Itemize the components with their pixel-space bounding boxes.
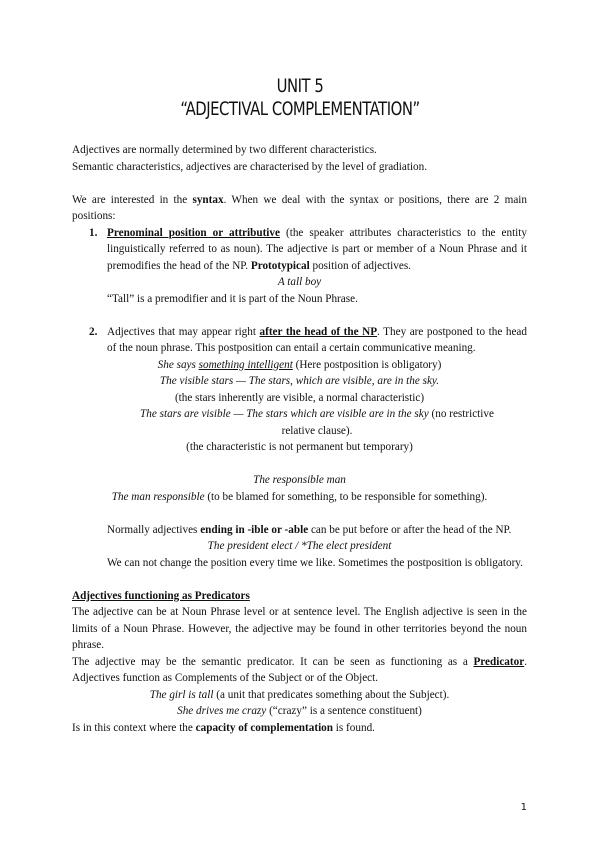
paragraph: Normally adjectives ending in -ible or -able can be put before or after the head of the NP. (107, 523, 512, 536)
list-number: 2. (89, 325, 98, 338)
bold-term: Prototypical (250, 259, 310, 272)
document-body (72, 142, 527, 736)
intro-line: Adjectives are normally determined by two different characteristics. (72, 144, 377, 156)
example: The responsible man (253, 474, 346, 486)
example: A tall boy (277, 276, 322, 288)
bold-term: syntax (192, 193, 224, 206)
paragraph: Is in this context where the capacity of complementation is found. (72, 721, 375, 734)
list-heading: after the head of the NP (259, 325, 378, 338)
list-item-prenominal: 1. Prenominal position or attributive (the speaker attributes characteristics to the entity linguistically referred to as noun). The adjective is part or member of a Noun Phrase and it premodifies the head of the NP. Prototypical position of adjectives. (89, 226, 527, 272)
bold-term: Predicator (473, 655, 525, 668)
note: “Tall” is a premodifier and it is part of the Noun Phrase. (107, 292, 358, 305)
example-note: (the characteristic is not permanent but temporary) (186, 441, 413, 453)
bold-term: ending in -ible or -able (200, 523, 309, 536)
intro-line: Semantic characteristics, adjectives are characterised by the level of gradiation. (72, 160, 428, 173)
list-number: 1. (89, 226, 98, 239)
example: The stars are visible — The stars which are visible are in the sky (no restrictive relative clause). (140, 408, 494, 437)
example: The visible stars — The stars, which are visible, are in the sky. (159, 375, 440, 387)
example: She drives me crazy (“crazy” is a sentence constituent) (177, 705, 422, 717)
bold-term: capacity of complementation (195, 721, 333, 734)
list-item-postnominal: 2. Adjectives that may appear right after the head of the NP. They are postponed to the head of the noun phrase. This postposition can entail a certain communicative meaning. (89, 325, 527, 354)
example: The president elect / *The elect president (207, 540, 392, 552)
syntax-paragraph: We are interested in the syntax. When we deal with the syntax or positions, there are 2 main positions: (72, 193, 527, 222)
paragraph: We can not change the position every time we like. Sometimes the postposition is obligatory. (107, 556, 523, 569)
list-heading: Prenominal position or attributive (107, 226, 280, 239)
example: She says something intelligent (Here postposition is obligatory) (157, 358, 442, 371)
paragraph: The adjective can be at Noun Phrase level or at sentence level. The English adjective is seen in the limits of a Noun Phrase. However, the adjective may be found in other territories beyond the noun phrase. (72, 606, 527, 651)
paragraph: The adjective may be the semantic predicator. It can be seen as functioning as a Predicator. Adjectives function as Complements of the Subject or of the Object. (72, 655, 527, 684)
example: The girl is tall (a unit that predicates something about the Subject). (149, 688, 450, 701)
section-heading: Adjectives functioning as Predicators (72, 589, 250, 602)
example-note: (the stars inherently are visible, a normal characteristic) (174, 391, 425, 404)
page-number: 1 (520, 802, 527, 813)
example: The man responsible (to be blamed for something, to be responsible for something). (111, 490, 488, 503)
unit-subtitle: “ADJECTIVAL COMPLEMENTATION” (180, 98, 420, 120)
unit-title: UNIT 5 (276, 75, 324, 97)
